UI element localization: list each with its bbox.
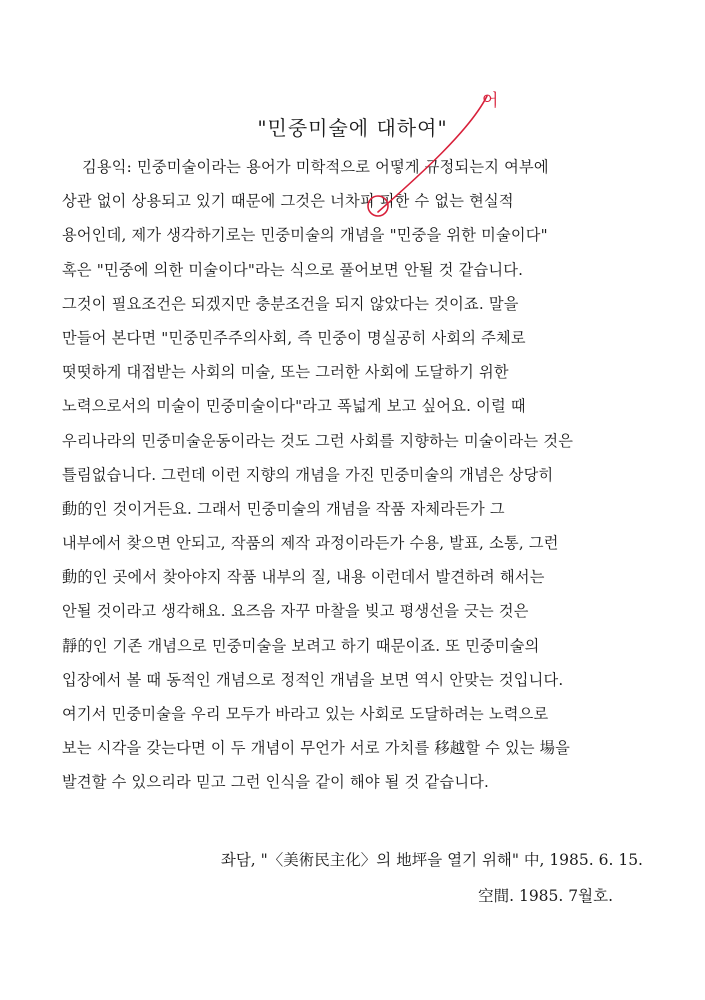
text-line: 혹은 "민중에 의한 미술이다"라는 식으로 풀어보면 안될 것 같습니다. (62, 260, 524, 279)
text-line: 보는 시각을 갖는다면 이 두 개념이 무언가 서로 가치를 移越할 수 있는 場을 (62, 739, 571, 758)
text-line: 김용익: 민중미술이라는 용어가 미학적으로 어떻게 규정되는지 여부에 (82, 158, 549, 176)
text-line: 상관 없이 상용되고 있기 때문에 그것은 너차피 피한 수 없는 현실적 (62, 192, 514, 211)
source-publication: 空間. 1985. 7월호. (478, 887, 613, 905)
source-citation: 좌담, "〈美術民主化〉의 地坪을 열기 위해" 中, 1985. 6. 15. (220, 851, 643, 869)
text-line: 動的인 것이거든요. 그래서 민중미술의 개념을 작품 자체라든가 그 (62, 499, 505, 518)
text-line: 노력으로서의 미술이 민중미술이다"라고 폭넓게 보고 싶어요. 이럴 때 (62, 397, 526, 416)
text-line: 입장에서 볼 때 동적인 개념으로 정적인 개념을 보면 역시 안맞는 것입니다. (62, 670, 564, 689)
document-title: "민중미술에 대하여" (257, 116, 448, 140)
text-line: 용어인데, 제가 생각하기로는 민중미술의 개념을 "민중을 위한 미술이다" (62, 226, 548, 245)
text-line: 우리나라의 민중미술운동이라는 것도 그런 사회를 지향하는 미술이라는 것은 (62, 431, 574, 450)
text-line: 靜的인 기존 개념으로 민중미술을 보려고 하기 때문이죠. 또 민중미술의 (62, 636, 540, 655)
text-line: 만들어 본다면 "민중민주주의사회, 즉 민중이 명실공히 사회의 주체로 (62, 328, 526, 347)
text-line: 내부에서 찾으면 안되고, 작품의 제작 과정이라든가 수용, 발표, 소통, 그런 (62, 534, 559, 553)
text-line: 발견할 수 있으리라 믿고 그런 인식을 같이 해야 될 것 같습니다. (62, 773, 490, 792)
text-line: 여기서 민중미술을 우리 모두가 바라고 있는 사회로 도달하려는 노력으로 (62, 705, 549, 723)
text-line: 떳떳하게 대접받는 사회의 미술, 또는 그러한 사회에 도달하기 위한 (62, 363, 509, 382)
text-line: 動的인 곳에서 찾아야지 작품 내부의 질, 내용 이런데서 발견하려 해서는 (62, 568, 545, 587)
text-line: 안될 것이라고 생각해요. 요즈음 자꾸 마찰을 빚고 평생선을 긋는 것은 (62, 602, 529, 621)
correction-annotation: 어 (482, 91, 499, 111)
text-line: 그것이 필요조건은 되겠지만 충분조건을 되지 않았다는 것이죠. 말을 (62, 294, 519, 313)
body-text (62, 150, 682, 800)
text-line: 틀림없습니다. 그런데 이런 지향의 개념을 가진 민중미술의 개념은 상당히 (62, 465, 554, 484)
